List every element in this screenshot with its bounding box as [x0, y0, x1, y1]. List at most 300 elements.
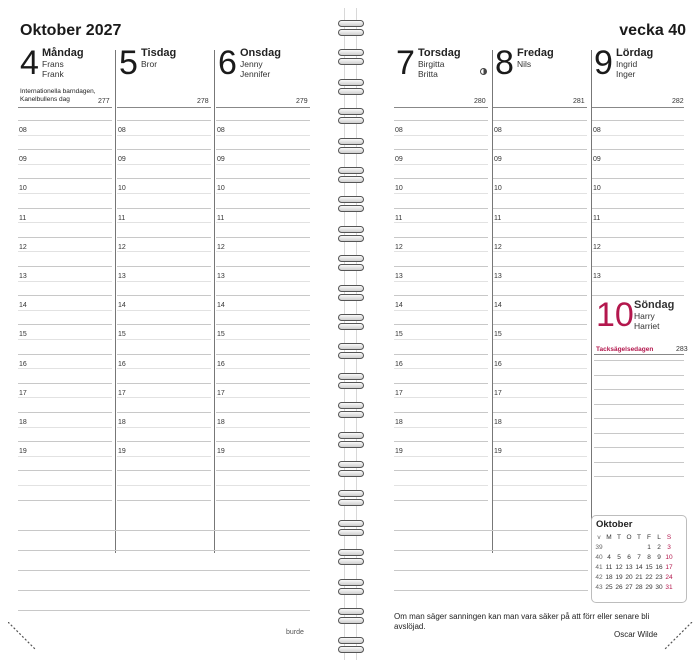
time-slot-line[interactable] [216, 354, 310, 355]
hour-label: 09 [118, 156, 126, 164]
half-hour-line[interactable] [18, 251, 112, 252]
ring-icon [338, 167, 364, 174]
mini-calendar-day[interactable]: 28 [635, 583, 643, 591]
half-hour-line[interactable] [216, 135, 310, 136]
mini-calendar-day[interactable]: 10 [665, 553, 673, 561]
half-hour-line[interactable] [117, 456, 211, 457]
mini-calendar-day[interactable]: 26 [615, 583, 623, 591]
hour-label: 15 [494, 331, 502, 339]
mini-calendar-header: F [647, 533, 651, 541]
time-slot-line[interactable] [216, 441, 310, 442]
half-hour-line[interactable] [117, 281, 211, 282]
mini-calendar-day[interactable]: 25 [605, 583, 613, 591]
time-slot-line[interactable] [592, 266, 684, 267]
half-hour-line[interactable] [394, 368, 488, 369]
time-slot-line[interactable] [216, 178, 310, 179]
hour-label: 18 [19, 419, 27, 426]
hour-label: 16 [217, 360, 225, 368]
time-slot-line[interactable] [493, 412, 587, 413]
mini-calendar-header: S [666, 533, 672, 541]
day-number: 7 [396, 44, 415, 82]
ring-icon [338, 411, 364, 418]
hour-label: 17 [395, 389, 403, 397]
ring-icon [338, 432, 364, 439]
time-slot-line[interactable] [18, 354, 112, 355]
ring-icon [338, 579, 364, 586]
mini-calendar-day[interactable]: 21 [635, 573, 643, 581]
ring-icon [338, 549, 364, 556]
hour-label: 17 [494, 389, 502, 397]
half-hour-line[interactable] [493, 281, 587, 282]
half-hour-line[interactable] [394, 485, 488, 486]
time-slot-line[interactable] [216, 383, 310, 384]
ring-icon [338, 196, 364, 203]
half-hour-line[interactable] [394, 164, 488, 165]
half-hour-line[interactable] [18, 222, 112, 223]
hour-label: 19 [19, 448, 27, 456]
mini-calendar-day[interactable]: 19 [615, 573, 623, 581]
mini-calendar-day[interactable]: 16 [655, 563, 663, 571]
hour-label: 11 [593, 214, 601, 222]
half-hour-line[interactable] [117, 193, 211, 194]
nameday: Frank [42, 68, 64, 79]
mini-calendar-header: T [617, 533, 621, 541]
time-slot-line[interactable] [117, 178, 211, 179]
time-slot-line[interactable] [592, 237, 684, 238]
half-hour-line[interactable] [216, 193, 310, 194]
mini-calendar-day[interactable]: 7 [637, 553, 641, 561]
day-number: 5 [119, 44, 138, 82]
ring-icon [338, 461, 364, 468]
half-hour-line[interactable] [117, 427, 211, 428]
time-slot-line[interactable] [493, 295, 587, 296]
half-hour-line[interactable] [394, 427, 488, 428]
mini-calendar-week: 42 [595, 573, 603, 581]
mini-calendar-day[interactable]: 2 [657, 543, 661, 551]
half-hour-line[interactable] [117, 164, 211, 165]
quote-text: Om man säger sanningen kan man vara säker på att förr eller senare bli avslöjad. [394, 612, 650, 631]
nameday: Ingrid [616, 59, 638, 69]
ring-icon [338, 117, 364, 124]
nameday: Britta [418, 68, 438, 79]
half-hour-line[interactable] [216, 485, 310, 486]
mini-calendar-day[interactable]: 30 [655, 583, 663, 591]
time-slot-line[interactable] [117, 120, 211, 121]
time-slot-line[interactable] [394, 412, 488, 413]
time-slot-line[interactable] [117, 412, 211, 413]
half-hour-line[interactable] [394, 339, 488, 340]
mini-calendar-day[interactable]: 20 [625, 573, 633, 581]
mini-calendar-day[interactable]: 22 [645, 573, 653, 581]
mini-calendar-day[interactable]: 9 [657, 553, 661, 561]
mini-calendar-day[interactable]: 1 [647, 543, 651, 551]
time-slot-line[interactable] [18, 470, 112, 471]
half-hour-line[interactable] [493, 397, 587, 398]
half-hour-line[interactable] [216, 427, 310, 428]
time-slot-line[interactable] [216, 237, 310, 238]
half-hour-line[interactable] [493, 222, 587, 223]
half-hour-line[interactable] [394, 251, 488, 252]
time-slot-line[interactable] [18, 237, 112, 238]
hour-label: 16 [395, 360, 403, 368]
quote-author: Oscar Wilde [614, 630, 658, 639]
time-slot-line[interactable] [493, 266, 587, 267]
hour-label: 09 [19, 156, 27, 164]
day-number: 9 [594, 44, 613, 82]
day-name: Torsdag [418, 47, 461, 59]
sunday-line[interactable] [594, 360, 684, 361]
mini-calendar-header: T [637, 533, 641, 541]
mini-calendar-day[interactable]: 31 [665, 583, 673, 591]
time-slot-line[interactable] [18, 120, 112, 121]
mini-calendar-week: 40 [595, 553, 603, 561]
time-slot-line[interactable] [394, 208, 488, 209]
ring-icon [338, 29, 364, 36]
time-slot-line[interactable] [394, 237, 488, 238]
time-slot-line[interactable] [394, 178, 488, 179]
time-slot-line[interactable] [394, 324, 488, 325]
time-slot-line[interactable] [216, 149, 310, 150]
time-slot-line[interactable] [216, 500, 310, 501]
half-hour-line[interactable] [18, 281, 112, 282]
mini-calendar-day[interactable]: 23 [655, 573, 663, 581]
half-hour-line[interactable] [117, 339, 211, 340]
time-slot-line[interactable] [394, 470, 488, 471]
half-hour-line[interactable] [493, 368, 587, 369]
mini-calendar-day[interactable]: 3 [667, 543, 671, 551]
mini-calendar-day[interactable] [604, 542, 614, 552]
mini-calendar-day[interactable]: 17 [665, 563, 673, 571]
time-slot-line[interactable] [394, 354, 488, 355]
mini-calendar-day[interactable]: 29 [645, 583, 653, 591]
half-hour-line[interactable] [18, 456, 112, 457]
mini-calendar-day[interactable] [634, 542, 644, 552]
ring-icon [338, 294, 364, 301]
time-slot-line[interactable] [493, 178, 587, 179]
notes-line[interactable] [18, 570, 310, 571]
time-slot-line[interactable] [592, 178, 684, 179]
half-hour-line[interactable] [592, 135, 684, 136]
half-hour-line[interactable] [117, 368, 211, 369]
hour-label: 10 [494, 185, 502, 193]
half-hour-line[interactable] [493, 135, 587, 136]
sunday-line[interactable] [594, 447, 684, 448]
hour-label: 11 [395, 214, 403, 222]
column-divider [492, 50, 493, 553]
time-slot-line[interactable] [117, 295, 211, 296]
notes-line[interactable] [18, 590, 310, 591]
half-hour-line[interactable] [592, 251, 684, 252]
header-rule [117, 107, 211, 108]
time-slot-line[interactable] [18, 295, 112, 296]
sunday-number: 10 [596, 296, 634, 334]
half-hour-line[interactable] [592, 222, 684, 223]
half-hour-line[interactable] [592, 164, 684, 165]
time-slot-line[interactable] [394, 500, 488, 501]
day-name: Onsdag [240, 47, 281, 59]
half-hour-line[interactable] [18, 339, 112, 340]
time-slot-line[interactable] [216, 208, 310, 209]
half-hour-line[interactable] [117, 222, 211, 223]
mini-calendar-day[interactable]: 14 [635, 563, 643, 571]
half-hour-line[interactable] [117, 251, 211, 252]
sunday-holiday: Tacksägelsedagen [596, 346, 654, 353]
ring-icon [338, 79, 364, 86]
mini-calendar-week: 43 [595, 583, 603, 591]
time-slot-line[interactable] [18, 500, 112, 501]
time-slot-line[interactable] [493, 441, 587, 442]
hour-label: 19 [494, 448, 502, 456]
mini-calendar-week: 41 [595, 563, 603, 571]
time-slot-line[interactable] [216, 120, 310, 121]
half-hour-line[interactable] [18, 485, 112, 486]
half-hour-line[interactable] [18, 193, 112, 194]
half-hour-line[interactable] [216, 281, 310, 282]
mini-calendar-week: 39 [595, 543, 603, 551]
day-namedays [42, 60, 64, 79]
time-slot-line[interactable] [18, 441, 112, 442]
hour-label: 18 [118, 419, 126, 426]
half-hour-line[interactable] [18, 397, 112, 398]
day-number: 6 [218, 44, 237, 82]
half-hour-line[interactable] [216, 251, 310, 252]
hour-label: 18 [217, 419, 225, 426]
hour-label: 11 [19, 214, 27, 222]
mini-calendar-day[interactable]: 18 [605, 573, 613, 581]
day-of-year: 279 [296, 98, 308, 105]
corner-perforation-left [8, 622, 38, 652]
ring-icon [338, 352, 364, 359]
half-hour-line[interactable] [493, 339, 587, 340]
time-slot-line[interactable] [117, 237, 211, 238]
half-hour-line[interactable] [216, 339, 310, 340]
half-hour-line[interactable] [394, 222, 488, 223]
half-hour-line[interactable] [216, 310, 310, 311]
half-hour-line[interactable] [394, 310, 488, 311]
hour-label: 08 [19, 127, 27, 134]
half-hour-line[interactable] [18, 427, 112, 428]
day-note: Internationella barndagen, Kanelbullens dag [20, 88, 96, 103]
half-hour-line[interactable] [394, 456, 488, 457]
half-hour-line[interactable] [493, 485, 587, 486]
time-slot-line[interactable] [216, 295, 310, 296]
mini-calendar-header: M [606, 533, 612, 541]
time-slot-line[interactable] [493, 120, 587, 121]
mini-calendar-day[interactable]: 5 [617, 553, 621, 561]
notes-line[interactable] [18, 550, 310, 551]
ring-icon [338, 441, 364, 448]
time-slot-line[interactable] [592, 208, 684, 209]
time-slot-line[interactable] [394, 441, 488, 442]
time-slot-line[interactable] [592, 149, 684, 150]
time-slot-line[interactable] [117, 266, 211, 267]
day-namedays [141, 60, 157, 70]
notes-line[interactable] [394, 590, 588, 591]
hour-label: 15 [118, 331, 126, 339]
mini-calendar-day[interactable]: 27 [625, 583, 633, 591]
half-hour-line[interactable] [493, 193, 587, 194]
half-hour-line[interactable] [216, 397, 310, 398]
time-slot-line[interactable] [216, 470, 310, 471]
sunday-line[interactable] [594, 404, 684, 405]
time-slot-line[interactable] [493, 470, 587, 471]
sunday-line[interactable] [594, 433, 684, 434]
time-slot-line[interactable] [394, 266, 488, 267]
time-slot-line[interactable] [117, 149, 211, 150]
notes-line[interactable] [18, 530, 310, 531]
hour-label: 11 [118, 214, 126, 222]
time-slot-line[interactable] [18, 266, 112, 267]
half-hour-line[interactable] [493, 164, 587, 165]
time-slot-line[interactable] [394, 149, 488, 150]
mini-calendar-day[interactable] [624, 542, 634, 552]
time-slot-line[interactable] [216, 324, 310, 325]
ring-icon [338, 558, 364, 565]
time-slot-line[interactable] [18, 412, 112, 413]
half-hour-line[interactable] [216, 164, 310, 165]
nameday: Birgitta [418, 59, 445, 69]
half-hour-line[interactable] [117, 135, 211, 136]
time-slot-line[interactable] [117, 354, 211, 355]
ring-icon [338, 226, 364, 233]
sunday-line[interactable] [594, 476, 684, 477]
mini-calendar-day[interactable]: 8 [647, 553, 651, 561]
notes-line[interactable] [394, 530, 588, 531]
mini-calendar-day[interactable]: 4 [607, 553, 611, 561]
mini-calendar-day[interactable]: 6 [627, 553, 631, 561]
half-hour-line[interactable] [216, 222, 310, 223]
half-hour-line[interactable] [394, 135, 488, 136]
mini-calendar-day[interactable]: 11 [605, 563, 613, 571]
time-slot-line[interactable] [117, 324, 211, 325]
mini-calendar-day[interactable]: 13 [625, 563, 633, 571]
day-namedays [517, 60, 531, 70]
time-slot-line[interactable] [216, 266, 310, 267]
time-slot-line[interactable] [117, 441, 211, 442]
hour-label: 18 [395, 419, 403, 426]
half-hour-line[interactable] [216, 456, 310, 457]
ring-icon [338, 314, 364, 321]
time-slot-line[interactable] [18, 383, 112, 384]
half-hour-line[interactable] [493, 456, 587, 457]
notes-line[interactable] [394, 550, 588, 551]
nameday: Harriet [634, 320, 660, 331]
ring-icon [338, 20, 364, 27]
half-hour-line[interactable] [394, 193, 488, 194]
half-hour-line[interactable] [592, 281, 684, 282]
hour-label: 13 [395, 273, 403, 280]
half-hour-line[interactable] [18, 164, 112, 165]
time-slot-line[interactable] [394, 383, 488, 384]
sunday-line[interactable] [594, 462, 684, 463]
half-hour-line[interactable] [493, 310, 587, 311]
half-hour-line[interactable] [117, 485, 211, 486]
ring-icon [338, 520, 364, 527]
half-hour-line[interactable] [117, 310, 211, 311]
column-divider [115, 50, 116, 553]
day-name: Tisdag [141, 47, 177, 59]
hour-label: 17 [118, 389, 126, 397]
time-slot-line[interactable] [493, 237, 587, 238]
ring-icon [338, 373, 364, 380]
column-divider [214, 50, 215, 553]
half-hour-line[interactable] [216, 368, 310, 369]
time-slot-line[interactable] [493, 324, 587, 325]
time-slot-line[interactable] [493, 354, 587, 355]
mini-calendar-day[interactable]: 15 [645, 563, 653, 571]
time-slot-line[interactable] [394, 295, 488, 296]
hour-label: 13 [118, 273, 126, 280]
hour-label: 19 [395, 448, 403, 456]
half-hour-line[interactable] [592, 193, 684, 194]
hour-label: 08 [593, 127, 601, 134]
time-slot-line[interactable] [117, 500, 211, 501]
time-slot-line[interactable] [493, 383, 587, 384]
mini-calendar-day[interactable]: 12 [615, 563, 623, 571]
time-slot-line[interactable] [592, 120, 684, 121]
time-slot-line[interactable] [18, 208, 112, 209]
moon-phase-icon [480, 68, 487, 75]
hour-label: 15 [19, 331, 27, 339]
time-slot-line[interactable] [117, 208, 211, 209]
time-slot-line[interactable] [117, 470, 211, 471]
sunday-name: Söndag [634, 299, 675, 311]
ring-icon [338, 617, 364, 624]
half-hour-line[interactable] [394, 397, 488, 398]
hour-label: 15 [217, 331, 225, 339]
hour-label: 15 [395, 331, 403, 339]
notes-line[interactable] [394, 570, 588, 571]
day-name: Måndag [42, 47, 84, 59]
week-title: vecka 40 [619, 22, 686, 39]
mini-calendar-day[interactable]: 24 [665, 573, 673, 581]
hour-label: 11 [494, 214, 502, 222]
half-hour-line[interactable] [493, 251, 587, 252]
time-slot-line[interactable] [394, 120, 488, 121]
half-hour-line[interactable] [18, 310, 112, 311]
sunday-line[interactable] [594, 375, 684, 376]
half-hour-line[interactable] [18, 135, 112, 136]
half-hour-line[interactable] [18, 368, 112, 369]
time-slot-line[interactable] [18, 149, 112, 150]
time-slot-line[interactable] [18, 178, 112, 179]
time-slot-line[interactable] [117, 383, 211, 384]
ring-icon [338, 402, 364, 409]
sunday-line[interactable] [594, 389, 684, 390]
time-slot-line[interactable] [18, 324, 112, 325]
day-number: 8 [495, 44, 514, 82]
ring-icon [338, 88, 364, 95]
day-name: Lördag [616, 47, 654, 59]
column-divider [591, 50, 592, 500]
time-slot-line[interactable] [493, 500, 587, 501]
ring-icon [338, 49, 364, 56]
sunday-line[interactable] [594, 418, 684, 419]
notes-line[interactable] [18, 610, 310, 611]
hour-label: 08 [217, 127, 225, 134]
time-slot-line[interactable] [493, 208, 587, 209]
time-slot-line[interactable] [493, 149, 587, 150]
half-hour-line[interactable] [117, 397, 211, 398]
header-rule [394, 107, 488, 108]
ring-icon [338, 637, 364, 644]
half-hour-line[interactable] [493, 427, 587, 428]
mini-calendar-day[interactable] [614, 542, 624, 552]
hour-label: 14 [118, 302, 126, 310]
time-slot-line[interactable] [216, 412, 310, 413]
hour-label: 08 [395, 127, 403, 134]
half-hour-line[interactable] [394, 281, 488, 282]
